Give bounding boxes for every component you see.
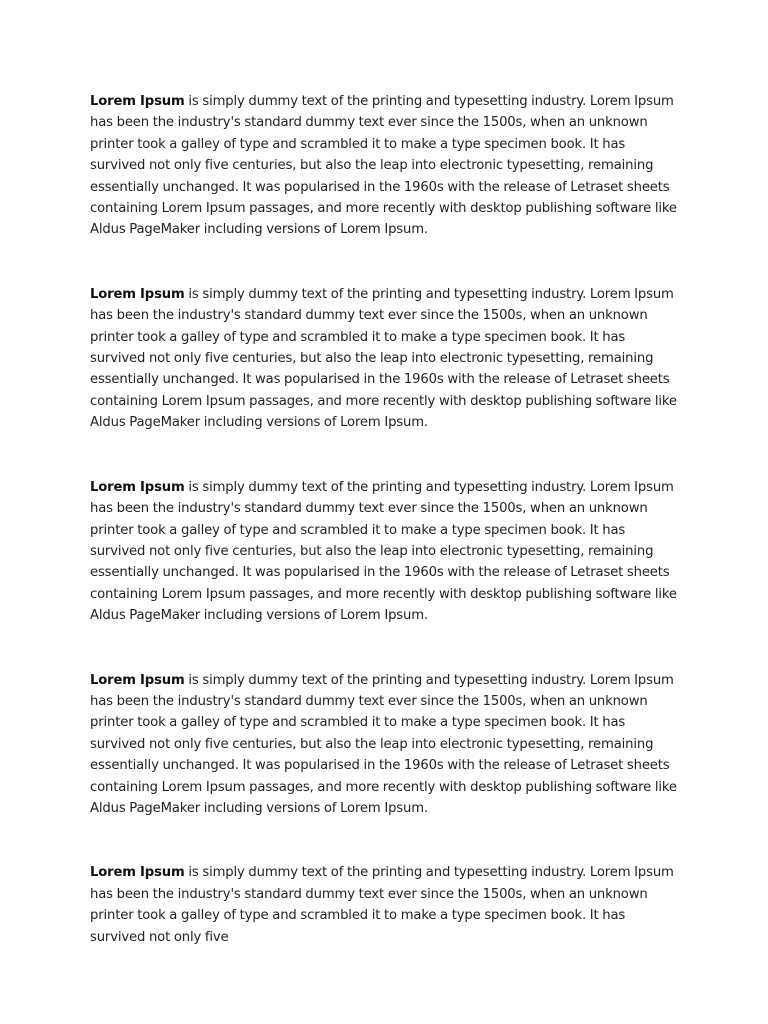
paragraph-5 <box>90 862 682 945</box>
paragraph-lead: Lorem Ipsum <box>90 286 185 302</box>
paragraph-lead: Lorem Ipsum <box>90 865 185 881</box>
paragraph-lead: Lorem Ipsum <box>90 479 185 495</box>
paragraph-text: is simply dummy text of the printing and typesetting industry. Lorem Ipsum has been the industry's standard dummy text ever since the 1500s, when an unknown printer took a galley of type and scrambled it to make a type specimen book. It has survived not only five <box>90 865 674 945</box>
paragraph-4 <box>90 670 682 820</box>
document-body <box>90 91 682 970</box>
paragraph-lead: Lorem Ipsum <box>90 672 185 688</box>
paragraph-lead: Lorem Ipsum <box>90 94 185 109</box>
paragraph-3 <box>90 477 682 627</box>
paragraph-text: is simply dummy text of the printing and typesetting industry. Lorem Ipsum has been the industry's standard dummy text ever since the 1500s, when an unknown printer took a galley of type and scrambled it to make a type specimen book. It has survived not only five centuries, but also the leap into electronic typesetting, remaining essentially unchanged. It was popularised in the 1960s with the release of Letraset sheets containing Lorem Ipsum passages, and more recently with desktop publishing software like Aldus PageMaker including versions of Lorem Ipsum. <box>90 672 677 816</box>
paragraph-1 <box>90 91 682 241</box>
paragraph-text: is simply dummy text of the printing and typesetting industry. Lorem Ipsum has been the industry's standard dummy text ever since the 1500s, when an unknown printer took a galley of type and scrambled it to make a type specimen book. It has survived not only five centuries, but also the leap into electronic typesetting, remaining essentially unchanged. It was popularised in the 1960s with the release of Letraset sheets containing Lorem Ipsum passages, and more recently with desktop publishing software like Aldus PageMaker including versions of Lorem Ipsum. <box>90 479 677 624</box>
paragraph-text: is simply dummy text of the printing and typesetting industry. Lorem Ipsum has been the industry's standard dummy text ever since the 1500s, when an unknown printer took a galley of type and scrambled it to make a type specimen book. It has survived not only five centuries, but also the leap into electronic typesetting, remaining essentially unchanged. It was popularised in the 1960s with the release of Letraset sheets containing Lorem Ipsum passages, and more recently with desktop publishing software like Aldus PageMaker including versions of Lorem Ipsum. <box>90 94 677 238</box>
paragraph-2 <box>90 284 682 434</box>
paragraph-text: is simply dummy text of the printing and typesetting industry. Lorem Ipsum has been the industry's standard dummy text ever since the 1500s, when an unknown printer took a galley of type and scrambled it to make a type specimen book. It has survived not only five centuries, but also the leap into electronic typesetting, remaining essentially unchanged. It was popularised in the 1960s with the release of Letraset sheets containing Lorem Ipsum passages, and more recently with desktop publishing software like Aldus PageMaker including versions of Lorem Ipsum. <box>90 286 677 431</box>
